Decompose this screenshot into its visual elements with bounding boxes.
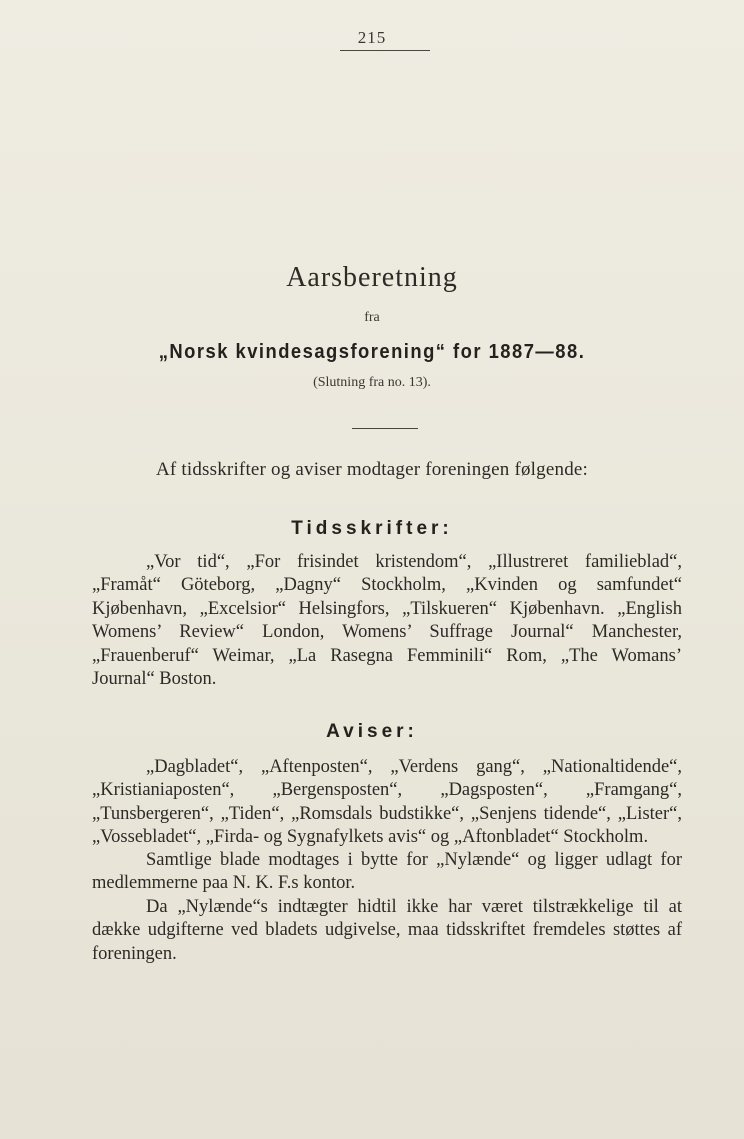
page-number: 215	[357, 28, 387, 47]
exchange-paragraph: Samtlige blade modtages i bytte for „Nylænde“ og ligger udlagt for medlemmerne paa N. K. F.s kontor.	[92, 850, 682, 894]
closing-paragraph: Da „Nylænde“s indtægter hidtil ikke har været tilstrækkelige til at dække udgifterne ved bladets udgivelse, maa tidsskriftet fremdeles støttes af foreningen.	[92, 897, 682, 964]
newspapers-paragraph: „Dagbladet“, „Aftenposten“, „Verdens gang“, „Nationaltidende“, „Kristianiaposten“, „Bergensposten“, „Dagsposten“, „Framgang“, „Tunsbergeren“, „Tiden“, „Romsdals budstikke“, „Senjens tidende“, „Lister“, „Vossebladet“, „Firda- og Sygnafylkets avis“ og „Aftonbladet“ Stockholm.	[92, 757, 682, 848]
intro-line: Af tidsskrifter og aviser modtager foreningen følgende:	[155, 459, 589, 480]
periodicals-heading: Tidsskrifter:	[291, 518, 453, 539]
from-label: fra	[364, 310, 380, 325]
periodicals-paragraph: „Vor tid“, „For frisindet kristendom“, „Illustreret familieblad“, „Framåt“ Göteborg, „Dagny“ Stockholm, „Kvinden og samfundet“ Kjøbenhavn, „Excelsior“ Helsingfors, „Tilskueren“ Kjøbenhavn. „English Womens’ Review“ London, Womens’ Suffrage Journal“ Manchester, „Frauenberuf“ Weimar, „La Rasegna Femminili“ Rom, „The Womans’ Journal“ Boston.	[92, 552, 682, 690]
page-number-rule	[340, 50, 430, 51]
report-heading-text: Aarsberetning	[286, 262, 458, 293]
newspapers-heading: Aviser:	[326, 721, 418, 742]
report-heading	[0, 262, 744, 294]
report-subtitle: „Norsk kvindesagsforening“ for 1887—88.	[158, 341, 586, 363]
section-divider	[352, 428, 418, 429]
continuation-note: (Slutning fra no. 13).	[313, 375, 431, 390]
